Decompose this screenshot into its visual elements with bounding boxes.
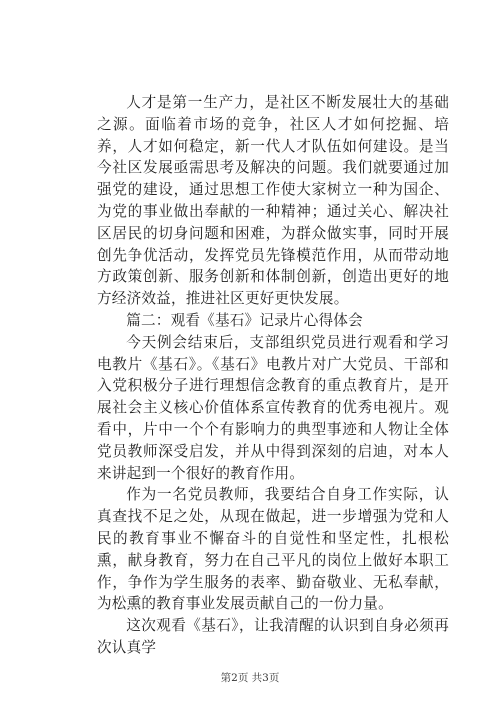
paragraph-teacher: 作为一名党员教师，我要结合自身工作实际，认真查找不足之处，从现在做起，进一步增强为党和人民的教育事业不懈奋斗的自觉性和坚定性，扎根松熏，献身教育，努力在自己平凡的岗位上做好本职工作，争作为学生服务的表率、勤奋敬业、无私奉献，为松熏的教育事业发展贡献自己的一份力量。 xyxy=(97,486,449,613)
paragraph-reflection: 这次观看《基石》，让我清醒的认识到自身必须再次认真学 xyxy=(97,617,449,656)
paragraph-talent: 人才是第一生产力，是社区不断发展壮大的基础之源。面临着市场的竞争，社区人才如何挖掘、培养，人才如何稳定，新一代人才队伍如何建设。是当今社区发展亟需思考及解决的问题。我们就要通过加强党的建设，通过思想工作使大家树立一种为国企、为党的事业做出奉献的一种精神；通过关心、解决社区居民的切身问题和困难，为群众做实事，同时开展创先争优活动，发挥党员先锋模范作用，从而带动地方政策创新、服务创新和体制创新，创造出更好的地方经济效益，推进社区更好更快发展。 xyxy=(97,94,449,308)
section-heading: 篇二：观看《基石》记录片心得体会 xyxy=(126,311,363,329)
document-body xyxy=(97,92,449,659)
page-number-footer: 第2页 共3页 xyxy=(220,672,280,684)
paragraph-viewing: 今天例会结束后，支部组织党员进行观看和学习电教片《基石》。《基石》电教片对广大党员、干部和入党积极分子进行理想信念教育的重点教育片，是开展社会主义核心价值体系宣传教育的优秀电视片。观看中，片中一个个有影响力的典型事迹和人物让全体党员教师深受启发，并从中得到深刻的启迪，对本人来讲起到一个很好的教育作用。 xyxy=(97,333,449,482)
